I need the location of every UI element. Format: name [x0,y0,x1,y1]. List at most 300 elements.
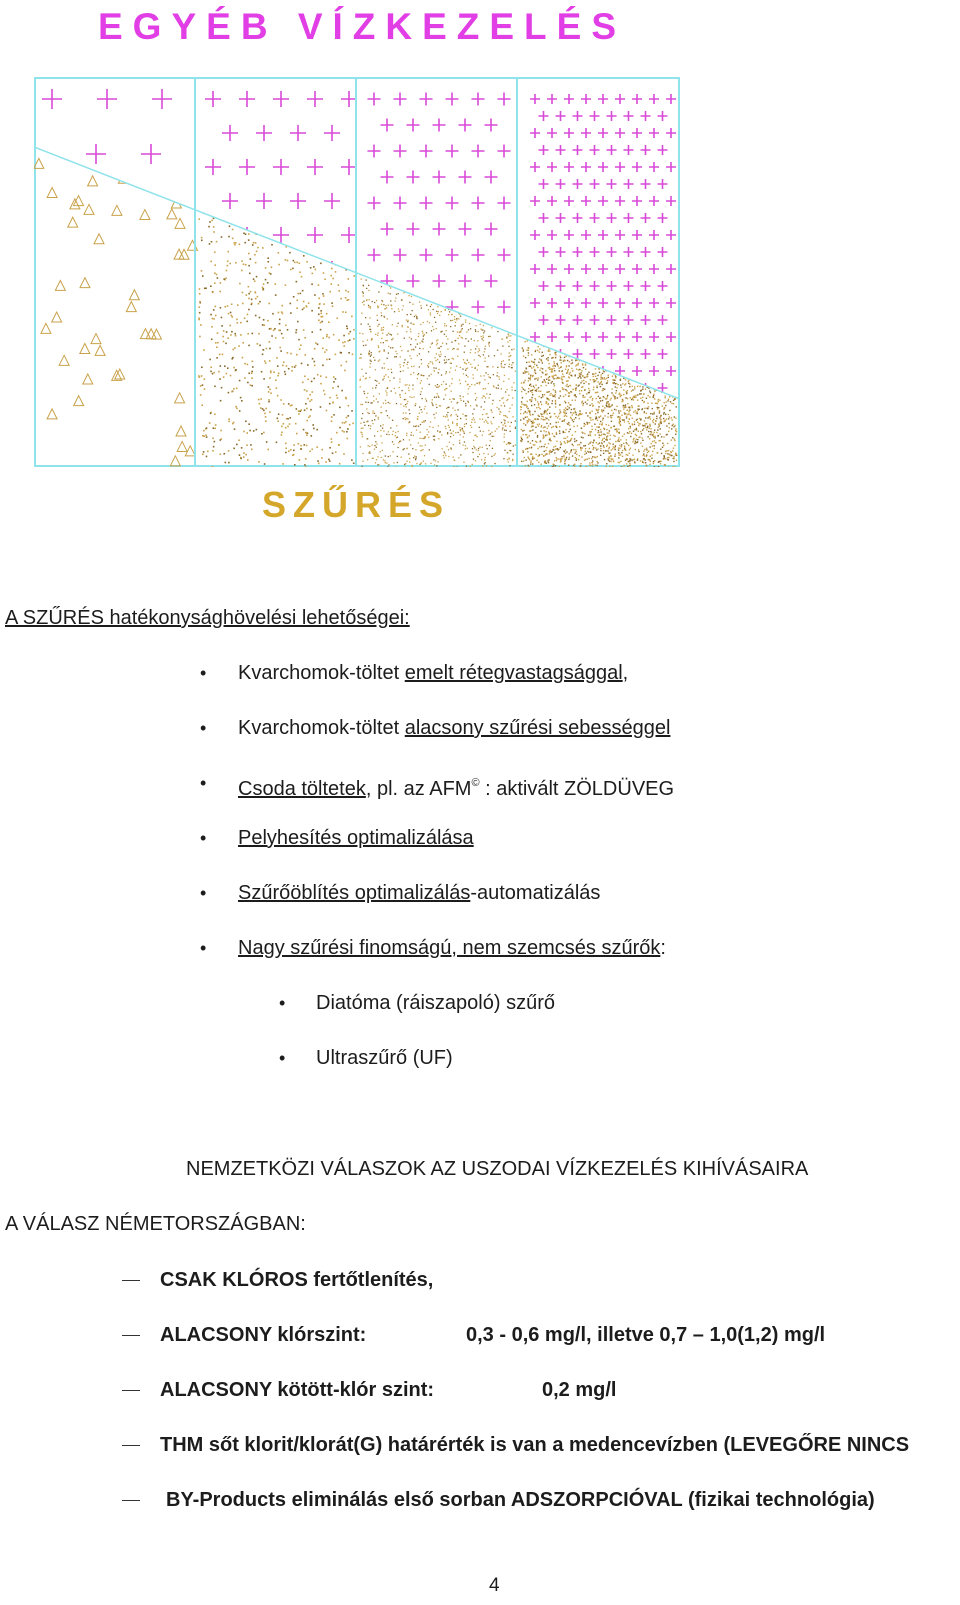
sand-grain [421,307,422,308]
sand-grain [482,335,483,336]
sand-grain [371,444,372,445]
sand-grain [492,400,493,401]
sand-grain [365,373,366,374]
sand-grain [407,321,408,322]
sand-grain [390,427,391,428]
sand-grain [477,351,478,352]
sand-grain [520,413,521,414]
sand-grain [360,323,361,324]
sand-grain [278,373,280,375]
sand-grain [483,325,484,326]
sand-grain [435,322,436,323]
sand-grain [210,314,212,316]
sand-grain [480,329,481,330]
sand-grain [203,435,205,437]
sand-grain [307,432,309,434]
sand-grain [541,446,542,447]
sand-grain [199,312,201,314]
sand-grain [282,337,284,339]
sand-grain [662,447,663,448]
sand-grain [415,458,416,459]
sand-grain [483,337,484,338]
sand-grain [588,458,589,459]
sand-grain [278,252,280,254]
sand-grain [548,382,549,383]
sand-grain [298,443,300,445]
sand-grain [537,401,538,402]
sand-grain [326,336,328,338]
sand-grain [235,369,237,371]
sand-grain [413,396,414,397]
sand-grain [437,339,438,340]
sand-grain [398,387,399,388]
sand-grain [507,341,508,342]
sand-grain [311,391,313,393]
sand-grain [268,399,270,401]
sand-grain [528,410,529,411]
sand-grain [282,365,284,367]
sand-grain [382,367,383,368]
sand-grain [566,390,567,391]
sand-grain [612,415,613,416]
sand-grain [225,462,227,464]
sand-grain [452,407,453,408]
sand-grain [299,271,301,273]
sand-grain [484,401,485,402]
sand-grain [331,268,333,270]
sand-grain [234,333,236,335]
sand-grain [427,321,428,322]
sand-grain [620,461,621,462]
sand-grain [624,421,625,422]
sand-grain [404,359,405,360]
sand-grain [445,373,446,374]
sand-grain [381,338,382,339]
sand-grain [620,396,621,397]
sand-grain [214,272,216,274]
sand-grain [542,368,543,369]
sand-grain [308,417,310,419]
sand-grain [330,275,332,277]
sand-grain [235,262,237,264]
sand-grain [509,426,510,427]
sand-grain [480,324,481,325]
sand-grain [341,390,343,392]
sand-grain [323,295,325,297]
sand-grain [300,293,302,295]
sand-grain [396,403,397,404]
sand-grain [363,345,364,346]
sand-grain [482,465,483,466]
sand-grain [212,373,214,375]
page-title: EGYÉB VÍZKEZELÉS [98,6,627,47]
sand-grain [497,372,498,373]
sand-grain [510,355,511,356]
sand-grain [425,436,426,437]
sand-grain [201,375,203,377]
sand-grain [216,357,218,359]
sand-grain [658,407,659,408]
sand-grain [459,440,460,441]
sand-grain [202,384,204,386]
sand-grain [485,357,486,358]
sand-grain [251,333,253,335]
sand-grain [259,301,261,303]
sand-grain [246,321,248,323]
sand-grain [419,366,420,367]
sand-grain [226,270,228,272]
sand-grain [381,442,382,443]
sand-grain [359,357,360,358]
sand-grain [206,427,208,429]
sand-grain [399,364,400,365]
sand-grain [444,362,445,363]
sand-grain [361,369,362,370]
sand-grain [446,371,447,372]
sand-grain [444,323,445,324]
sand-grain [282,463,284,465]
sand-grain [485,388,486,389]
sand-grain [348,291,350,293]
sand-grain [396,356,397,357]
sand-grain [290,312,292,314]
sand-grain [404,464,405,465]
sand-grain [265,267,267,269]
sand-grain [247,459,249,461]
sand-grain [652,420,653,421]
sand-grain [483,431,484,432]
sand-grain [569,361,570,362]
sand-grain [247,314,249,316]
sand-grain [345,311,347,313]
sand-grain [223,376,225,378]
sand-grain [427,378,428,379]
sand-grain [315,342,317,344]
sand-grain [478,450,479,451]
sand-grain [448,456,449,457]
sand-grain [248,309,250,311]
sand-grain [293,444,295,446]
sand-grain [468,362,469,363]
sand-grain [294,262,296,264]
sand-grain [493,436,494,437]
sand-grain [265,279,267,281]
sand-grain [376,380,377,381]
sand-grain [385,305,386,306]
sand-grain [370,425,371,426]
sand-grain [322,293,324,295]
sand-grain [343,453,345,455]
sand-grain [430,361,431,362]
sand-grain [249,273,251,275]
sand-grain [426,305,427,306]
sand-grain [223,278,225,280]
sand-grain [491,432,492,433]
sand-grain [430,306,431,307]
sand-grain [477,331,478,332]
sand-grain [466,375,467,376]
sand-grain [267,261,269,263]
sand-grain [447,432,448,433]
sand-grain [328,321,330,323]
sand-grain [335,378,337,380]
sand-grain [306,408,308,410]
sand-grain [386,394,387,395]
sand-grain [521,403,522,404]
sand-grain [416,316,417,317]
sand-grain [439,348,440,349]
sand-grain [467,384,468,385]
sand-grain [553,375,554,376]
sand-grain [488,343,489,344]
sand-grain [214,386,216,388]
sand-grain [545,450,546,451]
sand-grain [581,370,582,371]
sand-grain [651,458,652,459]
sand-grain [506,444,507,445]
sand-grain [231,316,233,318]
sand-grain [392,434,393,435]
sand-grain [608,432,609,433]
sand-grain [304,337,306,339]
sand-grain [201,270,203,272]
sand-grain [342,422,344,424]
sand-grain [215,306,217,308]
sand-grain [371,338,372,339]
sand-grain [534,411,535,412]
sand-grain [607,416,608,417]
sand-grain [296,433,298,435]
sand-grain [363,295,364,296]
sand-grain [299,459,301,461]
sand-grain [473,409,474,410]
sand-grain [404,466,405,467]
sand-grain [401,457,402,458]
sand-grain [376,315,377,316]
sand-grain [480,430,481,431]
sand-grain [365,317,366,318]
sand-grain [214,251,216,253]
sand-grain [412,448,413,449]
sand-grain [413,426,414,427]
sand-grain [512,397,513,398]
sand-grain [244,377,246,379]
sand-grain [465,319,466,320]
sand-grain [264,413,266,415]
sand-grain [347,428,349,430]
sand-grain [409,396,410,397]
sand-grain [374,445,375,446]
sand-grain [508,461,509,462]
sand-grain [453,435,454,436]
sand-grain [582,405,583,406]
sand-grain [370,428,371,429]
sand-grain [509,340,510,341]
sand-grain [281,434,283,436]
sand-grain [243,431,245,433]
sand-grain [466,331,467,332]
sand-grain [340,352,342,354]
sand-grain [360,354,361,355]
sand-grain [403,365,404,366]
sand-grain [410,323,411,324]
sand-grain [644,449,645,450]
sand-grain [335,451,337,453]
sand-grain [244,242,246,244]
sand-grain [501,422,502,423]
sand-grain [482,329,483,330]
sand-grain [245,420,247,422]
sand-grain [444,451,445,452]
sand-grain [417,418,418,419]
sand-grain [228,462,230,464]
sand-grain [303,307,305,309]
sand-grain [402,309,403,310]
sand-grain [441,384,442,385]
sand-grain [503,415,504,416]
sand-grain [443,455,444,456]
sand-grain [382,427,383,428]
sand-grain [290,353,292,355]
sand-grain [509,408,510,409]
sand-grain [302,290,304,292]
sand-grain [241,400,243,402]
sand-grain [531,426,532,427]
sand-grain [451,383,452,384]
sand-grain [405,412,406,413]
sand-grain [423,375,424,376]
sand-grain [404,362,405,363]
sand-grain [238,439,240,441]
sand-grain [463,373,464,374]
sand-grain [449,399,450,400]
sand-grain [531,392,532,393]
sand-grain [382,301,383,302]
sand-grain [265,362,267,364]
sand-grain [507,459,508,460]
sand-grain [373,458,374,459]
sand-grain [607,450,608,451]
sand-grain [560,447,561,448]
sand-grain [668,466,669,467]
sand-grain [244,317,246,319]
sand-grain [504,375,505,376]
sand-grain [392,347,393,348]
sand-grain [407,350,408,351]
sand-grain [320,310,322,312]
sand-grain [579,393,580,394]
sand-grain [370,331,371,332]
sand-grain [417,378,418,379]
sand-grain [439,362,440,363]
sand-grain [323,303,325,305]
sand-grain [618,437,619,438]
sand-grain [450,390,451,391]
sand-grain [494,355,495,356]
sand-grain [571,409,572,410]
sand-grain [214,264,216,266]
sand-grain [454,410,455,411]
sand-grain [438,397,439,398]
sand-grain [459,427,460,428]
sand-grain [370,329,371,330]
sand-grain [512,459,513,460]
sand-grain [629,386,630,387]
sand-grain [630,397,631,398]
sand-grain [486,421,487,422]
sand-grain [556,457,557,458]
sand-grain [370,402,371,403]
sand-grain [275,337,277,339]
sand-grain [500,353,501,354]
sand-grain [375,441,376,442]
sand-grain [551,382,552,383]
sand-grain [303,429,305,431]
sand-grain [211,220,213,222]
sand-grain [344,370,346,372]
sand-grain [513,382,514,383]
sand-grain [475,399,476,400]
sand-grain [328,459,330,461]
sand-grain [546,413,547,414]
sand-grain [362,413,363,414]
sand-grain [276,387,278,389]
sand-grain [575,411,576,412]
sand-grain [266,348,268,350]
sand-grain [262,324,264,326]
sand-grain [326,334,328,336]
sand-grain [508,395,509,396]
sand-grain [417,343,418,344]
sand-grain [383,327,384,328]
sand-grain [489,345,490,346]
sand-grain [411,296,412,297]
sand-grain [452,398,453,399]
sand-grain [480,375,481,376]
sand-grain [659,433,660,434]
sand-grain [290,449,292,451]
sand-grain [262,287,264,289]
sand-grain [368,445,369,446]
sand-grain [389,380,390,381]
sand-grain [365,402,366,403]
sand-grain [465,381,466,382]
sand-grain [500,412,501,413]
sand-grain [675,417,676,418]
sand-grain [360,423,361,424]
sand-grain [488,383,489,384]
sand-grain [228,313,230,315]
sand-grain [367,393,368,394]
sand-grain [221,317,223,319]
sand-grain [370,363,371,364]
sand-grain [320,383,322,385]
sand-grain [452,423,453,424]
sand-grain [268,386,270,388]
sand-grain [604,407,605,408]
sand-grain [606,466,607,467]
sand-grain [231,303,233,305]
sand-grain [536,365,537,366]
sand-grain [660,463,661,464]
sand-grain [618,429,619,430]
sand-grain [206,436,208,438]
sand-grain [448,425,449,426]
sand-grain [407,418,408,419]
sand-grain [251,371,253,373]
sand-grain [255,242,257,244]
sand-grain [619,448,620,449]
